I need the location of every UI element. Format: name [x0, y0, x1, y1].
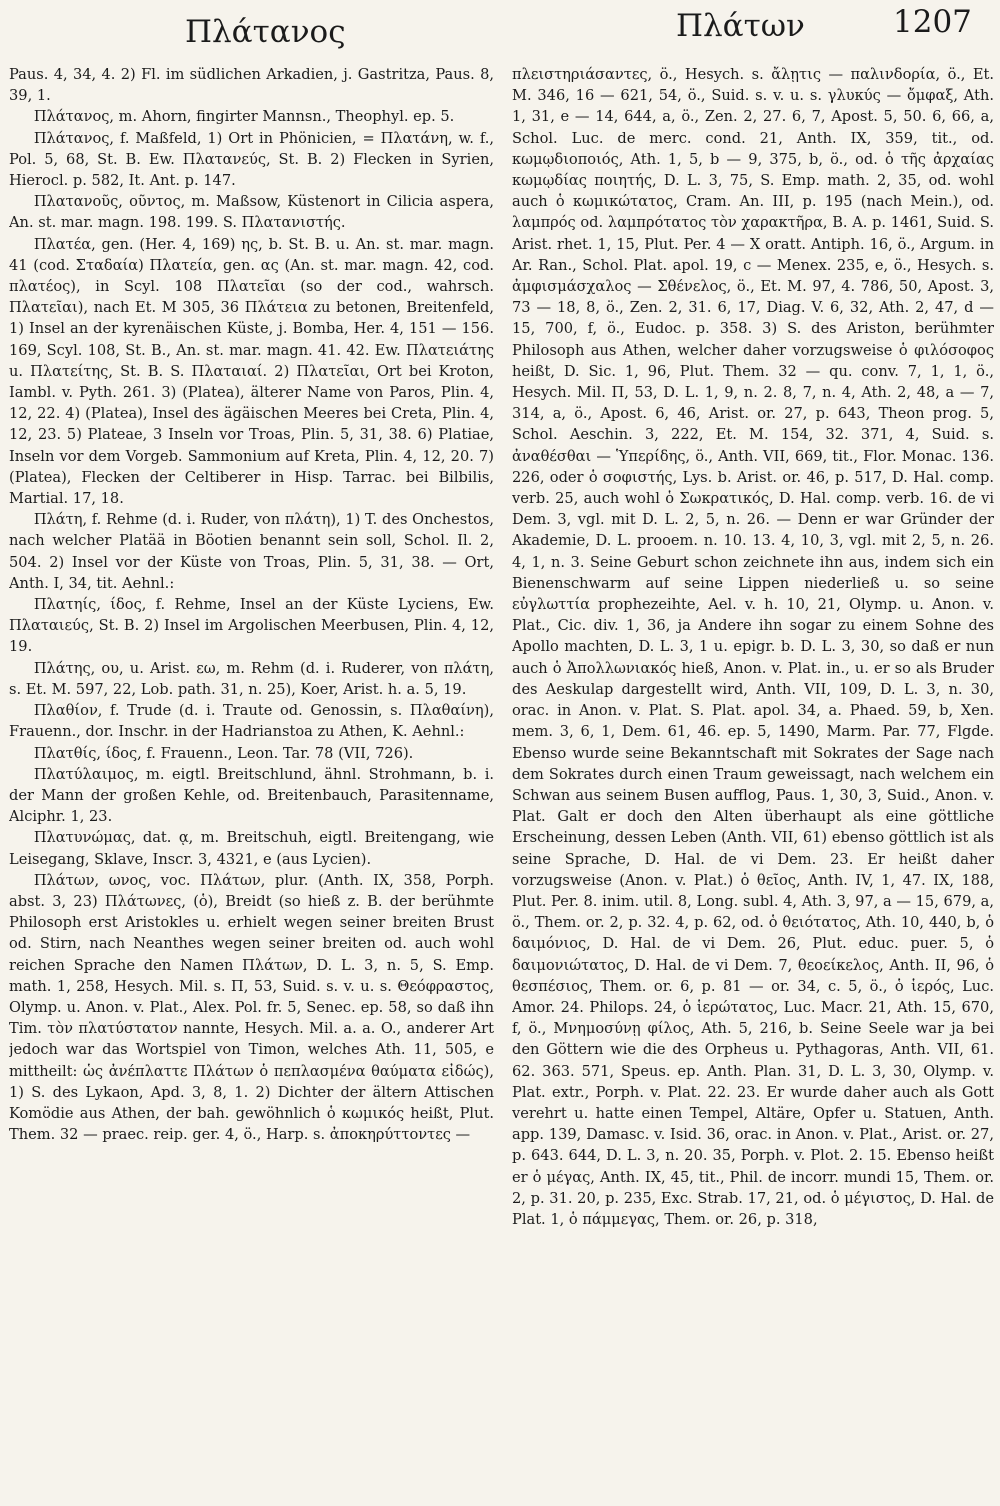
entry-platylaimos: Πλατύλαιμος, m. eigtl. Breitschlund, ähnl. Strohmann, b. i. der Mann der großen Kehle, od. Breitenbauch, Parasitenname, Alciphr. 1, 23. [9, 765, 494, 826]
entry-plateis: Πλατηίς, ίδος, f. Rehme, Insel an der Küste Lyciens, Ew. Πλαταιεύς, St. B. 2) Insel im Argolischen Meerbusen, Plin. 4, 12, 19. [9, 596, 494, 656]
page-number: 1207 [893, 4, 972, 40]
entry-plates: Πλάτης, ου, u. Arist. εω, m. Rehm (d. i. Ruderer, von πλάτη, s. Et. M. 597, 22, Lob. path. 31, n. 25), Koer, Arist. h. a. 5, 19. [9, 659, 494, 698]
entry-platanos-massfeld: Πλάτανος, f. Maßfeld, 1) Ort in Phönicien, = Πλατάνη, w. f., Pol. 5, 68, St. B. Ew. Πλατανεύς, St. B. 2) Flecken in Syrien, Hierocl. p. 582, It. Ant. p. 147. [9, 129, 494, 190]
entry-platynomas: Πλατυνώμας, dat. ᾳ, m. Breitschuh, eigtl. Breitengang, wie Leisegang, Sklave, Inscr. 3, 4321, e (aus Lycien). [9, 829, 494, 868]
entry-platea: Πλατέα, gen. (Her. 4, 169) ης, b. St. B. u. An. st. mar. magn. 41 (cod. Σταδαία) Πλατεία, gen. ας (An. st. mar. magn. 42, cod. πλατέος), in Scyl. 108 Πλατεῖαι (so der cod., wahrsch. Πλατεῖαι), nach Et. M 305, 36 Πλάτεια zu betonen, Breitenfeld, 1) Insel an der kyrenäischen Küste, j. Bomba, Her. 4, 151 — 156. 169, Scyl. 108, St. B., An. st. mar. magn. 41. 42. Ew. Πλατειάτης u. Πλατείτης, St. B. S. Πλαταιαί. 2) Πλατεῖαι, Ort bei Kroton, Iambl. v. Pyth. 261. 3) (Platea), älterer Name von Paros, Plin. 4, 12, 22. 4) (Platea), Insel des ägäischen Meeres bei Creta, Plin. 4, 12, 23. 5) Plateae, 3 Inseln vor Troas, Plin. 5, 31, 38. 6) Platiae, Inseln vor dem Vorgeb. Sammonium auf Kreta, Plin. 4, 12, 20. 7) (Platea), Flecken der Celtiberer in Hisp. Tarrac. bei Bilbilis, Martial. 17, 18. [9, 235, 494, 508]
running-header [0, 0, 1000, 60]
entry-platon-continued: πλειστηριάσαντες, ö., Hesych. s. ἄλῃτις — παλινδορία, ö., Et. M. 346, 16 — 621, 54, ö., Suid. s. v. u. s. γλυκύς — ὄμφαξ, Ath. 1, 31, e — 14, 644, a, ö., Zen. 2, 27. 6, 7, Apost. 5, 50. 6, 66, a, Schol. Luc. de merc. cond. 21, Anth. IX, 359, tit., od. κωμῳδιοποιός, Ath. 1, 5, b — 9, 375, b, ö., od. ὁ τῆς ἀρχαίας κωμῳδίας ποιητής, D. L. 3, 75, S. Emp. math. 2, 35, od. wohl auch ὁ κωμικώτατος, Cram. An. III, p. 195 (nach Mein.), od. λαμπρός od. λαμπρότατος τὸν χαρακτῆρα, B. A. p. 1461, Suid. S. Arist. rhet. 1, 15, Plut. Per. 4 — X oratt. Antiph. 16, ö., Argum. in Ar. Ran., Schol. Plat. apol. 19, c — Menex. 235, e, ö., Hesych. s. ἀμφισμάσχαλος — Σθένελος, ö., Et. M. 97, 4. 786, 50, Apost. 3, 73 — 18, 8, ö., Zen. 2, 31. 6, 17, Diag. V. 6, 32, Ath. 2, 47, d — 15, 700, f, ö., Eudoc. p. 358. 3) S. des Ariston, berühmter Philosoph aus Athen, welcher daher vorzugsweise ὁ φιλόσοφος heißt, D. Sic. 1, 96, Plut. Them. 32 — qu. conv. 7, 1, 1, ö., Hesych. Mil. Π, 53, D. L. 1, 9, n. 2. 8, 7, n. 4, Ath. 2, 48, a — 7, 314, a, ö., Apost. 6, 46, Arist. or. 27, p. 643, Theon prog. 5, Schol. Aeschin. 3, 222, Et. M. 154, 32. 371, 4, Suid. s. ἀναθέσθαι — Ὑπερίδης, ö., Anth. VII, 669, tit., Flor. Monac. 136. 226, oder ὁ σοφιστής, Lys. b. Arist. or. 46, p. 517, D. Hal. comp. verb. 25, auch wohl ὁ Σωκρατικός, D. Hal. comp. verb. 16. de vi Dem. 3, vgl. mit D. L. 2, 5, n. 26. — Denn er war Gründer der Akademie, D. L. prooem. n. 10. 13. 4, 10, 3, vgl. mit 2, 5, n. 26. 4, 1, n. 3. Seine Geburt schon zeichnete ihn aus, indem sich ein Bienenschwarm auf seine Lippen niederließ u. so seine εὐγλωττία prophezeihte, Ael. v. h. 10, 21, Olymp. u. Anon. v. Plat., Cic. div. 1, 36, ja Andere ihn sogar zu einem Sohne des Apollo machten, D. L. 3, 1 u. epigr. b. D. L. 3, 30, so daß er nun auch ὁ Ἀπολλωνιακός hieß, Anon. v. Plat. in., u. er so als Bruder des Aeskulap dargestellt wird, Anth. VII, 109, D. L. 3, n. 30, orac. in Anon. v. Plat. S. Plat. apol. 34, a. Phaed. 59, b, Xen. mem. 3, 6, 1, Dem. 61, 46. ep. 5, 1490, Marm. Par. 77, Flgde. Ebenso wurde seine Bekanntschaft mit Sokrates der Sage nach dem Sokrates durch einen Traum geweissagt, nach welchem ein Schwan aus seinem Busen aufflog, Paus. 1, 30, 3, Suid., Anon. v. Plat. Galt er doch den Alten überhaupt als eine göttliche Erscheinung, dessen Leben (Anth. VII, 61) ebenso göttlich ist als seine Sprache, D. Hal. de vi Dem. 23. Er heißt daher vorzugsweise (Anon. v. Plat.) ὁ θεῖος, Anth. IV, 1, 47. IX, 188, Plut. Per. 8. inim. util. 8, Long. subl. 4, Ath. 3, 97, a — 15, 679, a, ö., Them. or. 2, p. 32. 4, p. 62, od. ὁ θειότατος, Ath. 10, 440, b, ὁ δαιμόνιος, D. Hal. de vi Dem. 26, Plut. educ. puer. 5, ὁ δαιμονιώτατος, D. Hal. de vi Dem. 7, θεοείκελος, Anth. II, 96, ὁ θεσπέσιος, Them. or. 6, p. 81 — or. 34, c. 5, ö., ὁ ἱερός, Luc. Amor. 24. Philops. 24, ὁ ἱερώτατος, Luc. Macr. 21, Ath. 15, 670, f, ö., Μνημοσύνῃ φίλος, Ath. 5, 216, b. Seine Seele war ja bei den Göttern wie die des Orpheus u. Pythagoras, Anth. VII, 61. 62. 363. 571, Speus. ep. Anth. Plan. 31, D. L. 3, 30, Olymp. v. Plat. extr., Porph. v. Plat. 22. 23. Er wurde daher auch als Gott verehrt u. hatte einen Tempel, Altäre, Opfer u. Statuen, Anth. app. 139, Damasc. v. Isid. 36, orac. in Anon. v. Plat., Arist. or. 27, p. 643. 644, D. L. 3, n. 20. 35, Porph. v. Plot. 2. 15. Ebenso heißt er ὁ μέγας, Anth. IX, 45, tit., Phil. de incorr. mundi 15, Them. or. 2, p. 31. 20, p. 235, Exc. Strab. 17, 21, od. ὁ μέγιστος, D. Hal. de Plat. 1, ὁ πάμμεγας, Them. or. 26, p. 318, [512, 66, 994, 1228]
entry-continuation: Paus. 4, 34, 4. 2) Fl. im südlichen Arkadien, j. Gastritza, Paus. 8, 39, 1. [9, 66, 494, 105]
entry-platanous: Πλατανοῦς, οῦντος, m. Maßsow, Küstenort in Cilicia aspera, An. st. mar. magn. 198. 199. S. Πλατανιστής. [9, 193, 494, 232]
left-column [9, 64, 494, 1499]
entry-platon: Πλάτων, ωνος, voc. Πλάτων, plur. (Anth. IX, 358, Porph. abst. 3, 23) Πλάτωνες, (ὁ), Breidt (so hieß z. B. der berühmte Philosoph erst Aristokles u. erhielt wegen seiner breiten Brust od. Stirn, nach Neanthes wegen seiner breiten od. auch wohl reichen Sprache den Namen Πλάτων, D. L. 3, n. 5, S. Emp. math. 1, 258, Hesych. Mil. s. Π, 53, Suid. s. v. u. s. Θεόφραστος, Olymp. u. Anon. v. Plat., Alex. Pol. fr. 5, Senec. ep. 58, so daß ihn Tim. τὸν πλατύστατον nannte, Hesych. Mil. a. a. O., anderer Art jedoch war das Wortspiel von Timon, welches Ath. 11, 505, e mittheilt: ὡς ἀνέπλαττε Πλάτων ὁ πεπλασμένα θαύματα εἰδώς), 1) S. des Lykaon, Apd. 3, 8, 1. 2) Dichter der ältern Attischen Komödie aus Athen, der bah. gewöhnlich ὁ κωμικός heißt, Plut. Them. 32 — praec. reip. ger. 4, ö., Harp. s. ἀποκηρύττοντες — [9, 871, 494, 1144]
header-left-word: Πλάτανος [185, 14, 346, 50]
entry-plate: Πλάτη, f. Rehme (d. i. Ruder, von πλάτη), 1) T. des Onchestos, nach welcher Platää in Böotien benannt sein soll, Schol. Il. 2, 504. 2) Insel vor der Küste von Troas, Plin. 5, 31, 38. — Ort, Anth. I, 34, tit. Aehnl.: [9, 511, 494, 592]
header-right-word: Πλάτων [676, 8, 805, 44]
entry-platanos-ahorn: Πλάτανος, m. Ahorn, fingirter Mannsn., Theophyl. ep. 5. [33, 108, 455, 126]
right-column [512, 64, 994, 1499]
entry-platthis: Πλατθίς, ίδος, f. Frauenn., Leon. Tar. 78 (VII, 726). [33, 744, 414, 762]
entry-plathion: Πλαθίον, f. Trude (d. i. Traute od. Genossin, s. Πλαθαίνη), Frauenn., dor. Inschr. in der Hadrianstoa zu Athen, K. Aehnl.: [9, 702, 494, 741]
